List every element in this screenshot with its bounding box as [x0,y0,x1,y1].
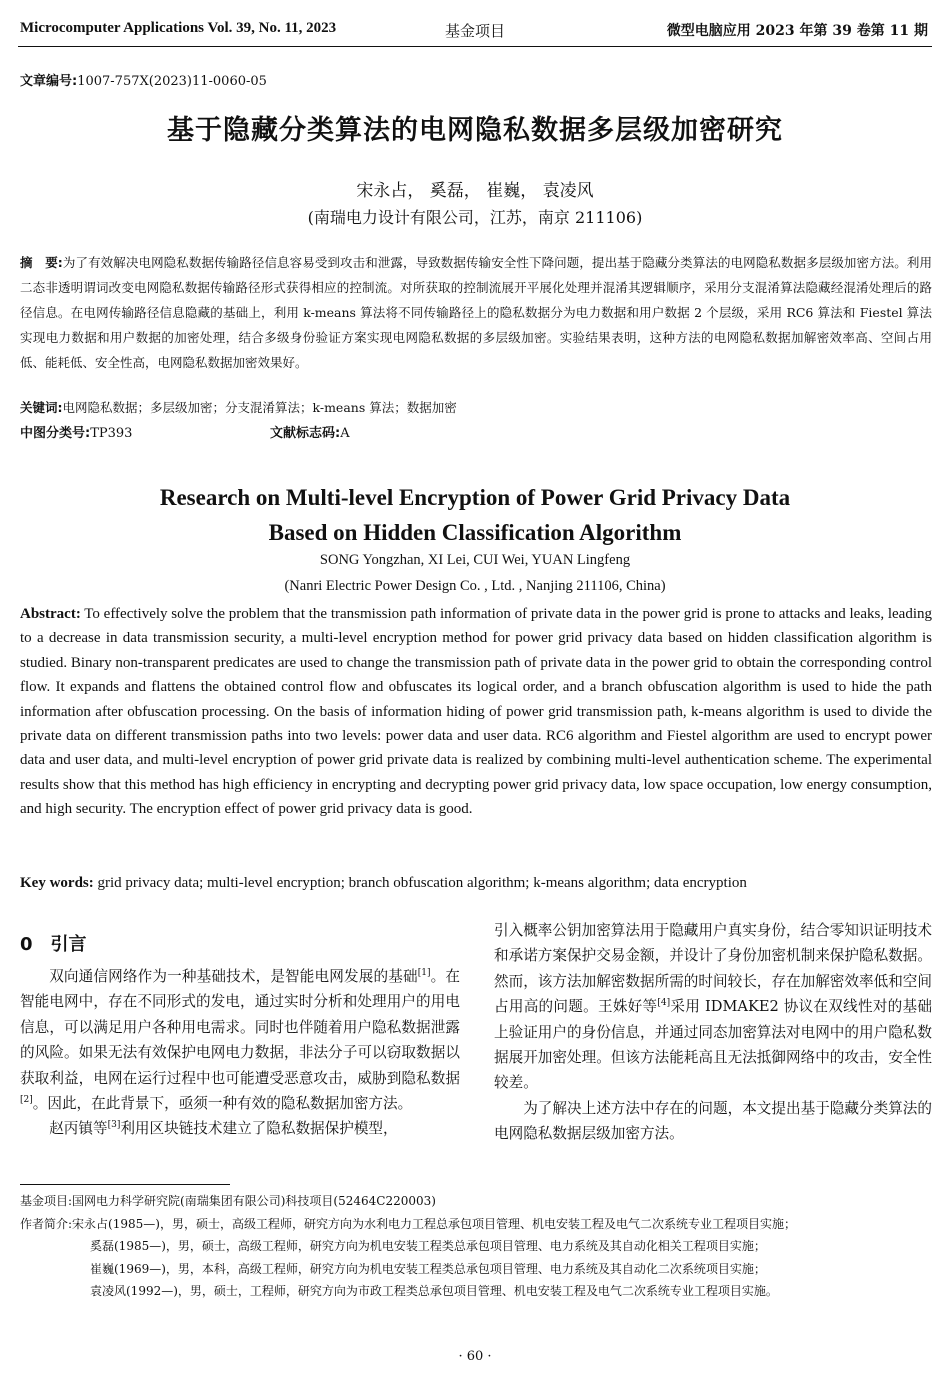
intro-paragraph-2 [20,1116,460,1141]
clc-label: 中图分类号: [20,426,91,441]
bio-note [20,1213,934,1236]
article-number [20,70,267,89]
citation-3: [3] [107,1120,121,1131]
en-keywords [20,872,932,894]
en-title [0,480,950,550]
section-title: 引言 [50,934,87,955]
clc-value: TP393 [90,426,133,441]
en-title-line1: Research on Multi-level Encryption of Power Grid Privacy Data [159,485,791,510]
cn-abstract-label: 摘 要: [20,255,63,270]
intro-p1-text-c: 。因此，在此背景下，亟须一种有效的隐私数据加密方法。 [32,1095,413,1113]
journal-name-cn: 微型电脑应用 2023 年第 39 卷第 11 期 [666,23,928,39]
section-number: 0 [20,934,33,955]
fund-text: 国网电力科学研究院(南瑞集团有限公司)科技项目(52464C220003) [72,1194,436,1208]
cn-title: 基于隐藏分类算法的电网隐私数据多层级加密研究 [167,115,783,146]
en-abstract-label: Abstract: [20,606,81,622]
bio-2: 奚磊(1985—)，男，硕士，高级工程师，研究方向为机电安装工程类总承包项目管理、电力系统及其自动化相关工程项目实施； [90,1239,766,1253]
bio-1: 宋永占(1985—)，男，硕士，高级工程师，研究方向为水利电力工程总承包项目管理、机电安装工程及电气二次系统专业工程项目实施； [72,1216,796,1231]
doc-code-value: A [340,426,350,441]
intro-p2-text-a: 赵丙镇等 [49,1120,108,1138]
body-column-right [494,918,932,1147]
en-authors: SONG Yongzhan, XI Lei, CUI Wei, YUAN Lingfeng [319,552,631,568]
article-number-value: 1007-757X(2023)11-0060-05 [77,74,267,89]
en-keywords-text: grid privacy data; multi-level encryption; branch obfuscation algorithm; k-means algorithm; data encryption [93,875,747,891]
fund-label: 基金项目: [20,1194,73,1208]
citation-1: [1] [417,968,431,979]
section-heading [20,930,460,956]
cn-keywords-text: 电网隐私数据；多层级加密；分支混淆算法；k-means 算法；数据加密 [62,400,457,415]
cn-authors: 宋永占， 奚磊， 崔巍， 袁凌风 [356,181,594,201]
cn-abstract [20,250,932,375]
citation-4: [4] [657,998,671,1009]
intro-p1-text-b: 。在智能电网中，存在不同形式的发电，通过实时分析和处理用户的用电信息，可以满足用户各种用电需求。同时也伴随着用户隐私数据泄露的风险。如果无法有效保护电网电力数据，非法分子可以窃取数据以获取利益，电网在运行过程中也可能遭受恶意攻击，威胁到隐私数据 [20,968,460,1087]
intro-p3-text-b: 采用 IDMAKE2 协议在双线性对的基础上验证用户的身份信息，并通过同态加密算法对电网中的用户隐私数据展开加密处理。但该方法能耗高且无法抵御网络中的攻击，安全性较差。 [494,998,932,1092]
article-number-label: 文章编号: [20,74,78,89]
footnote-rule [20,1184,230,1185]
en-affiliation: (Nanri Electric Power Design Co. , Ltd. , Nanjing 211106, China) [284,578,666,594]
page-number: · 60 · [458,1349,492,1364]
en-abstract [20,602,932,822]
intro-paragraph-1 [20,964,460,1116]
cn-abstract-text: 为了有效解决电网隐私数据传输路径信息容易受到攻击和泄露，导致数据传输安全性下降问题，提出基于隐藏分类算法的电网隐私数据多层级加密方法。利用二态非透明谓词改变电网隐私数据传输路径形式获得相应的控制流。对所获取的控制流展开平展化处理并混淆其逻辑顺序，采用分支混淆算法隐藏经混淆处理后的路径信息。在电网传输路径信息隐藏的基础上，利用 k-means 算法将不同传输路径上的隐私数据分为电力数据和用户数据 2 个层级，采用 RC6 算法和 Fiestel 算法实现电力数据和用户数据的加密处理，结合多级身份验证方案实现电网隐私数据的多层级加密。实验结果表明，这种方法的电网隐私数据加解密效率高、空间占用低、能耗低、安全性高，电网隐私数据加密效果好。 [20,255,932,370]
bio-3: 崔巍(1969—)，男，本科，高级工程师，研究方向为机电安装工程类总承包项目管理、电力系统及其自动化二次系统项目实施； [90,1261,766,1276]
body-column-left [20,924,460,1142]
bio-4: 袁凌风(1992—)，男，硕士，工程师，研究方向为市政工程类总承包项目管理、机电安装工程及电气二次系统专业工程项目实施。 [90,1284,778,1298]
en-abstract-text: To effectively solve the problem that the transmission path information of private data in the power grid is prone to attacks and leaks, leading to a decrease in data transmission security, a multi-level encryption method for power grid privacy data based on hidden classification algorithm is studied. Binary non-transparent predicates are used to change the transmission path of private data in the power grid to obtain the corresponding control flow. It expands and flattens the obtained control flow and obfuscates its logical order, and a branch obfuscation algorithm is used to hide the path information after obfuscation processing. On the basis of information hiding of power grid transmission path, k-means algorithm is used to divide the private data on different transmission paths into two levels: power data and user data. RC6 algorithm and Fiestel algorithm are used to encrypt power data and user data, and multi-level encryption of power grid private data is realized by combining multi-level authentication scheme. The experimental results show that this method has high efficiency in encrypting and decrypting power grid privacy data, low space occupation, low energy consumption, and high security. The encryption effect of power grid privacy data is good. [20,606,932,818]
en-title-line2: Based on Hidden Classification Algorithm [268,520,682,545]
intro-p3-text-a: 引入概率公钥加密算法用于隐藏用户真实身份，结合零知识证明技术和承诺方案保护交易金额，并设计了身份加密机制来保护隐私数据。然而，该方法加解密数据所需的时间较长，存在加解密效率低和空间占用高的问题。王姝好等 [494,922,932,1016]
intro-paragraph-2-cont [494,918,932,1096]
section-label: 基金项目 [444,22,505,40]
en-keywords-label: Key words: [20,875,94,891]
intro-paragraph-3: 为了解决上述方法中存在的问题，本文提出基于隐藏分类算法的电网隐私数据层级加密方法。 [494,1099,932,1143]
citation-2: [2] [20,1095,33,1106]
footnotes [20,1190,934,1303]
bio-label: 作者简介: [20,1216,73,1231]
classification-line [20,424,350,444]
cn-keywords-label: 关键词: [20,400,63,415]
header-rule [18,46,932,47]
intro-p1-text-a: 双向通信网络作为一种基础技术，是智能电网发展的基础 [49,968,418,985]
fund-note [20,1190,934,1213]
intro-p2-text-b: 利用区块链技术建立了隐私数据保护模型， [120,1120,398,1138]
journal-name-en: Microcomputer Applications Vol. 39, No. 11, 2023 [20,20,337,36]
doc-code-label: 文献标志码: [270,426,341,441]
cn-affiliation: (南瑞电力设计有限公司，江苏，南京 211106) [307,208,643,227]
cn-keywords [20,398,932,418]
